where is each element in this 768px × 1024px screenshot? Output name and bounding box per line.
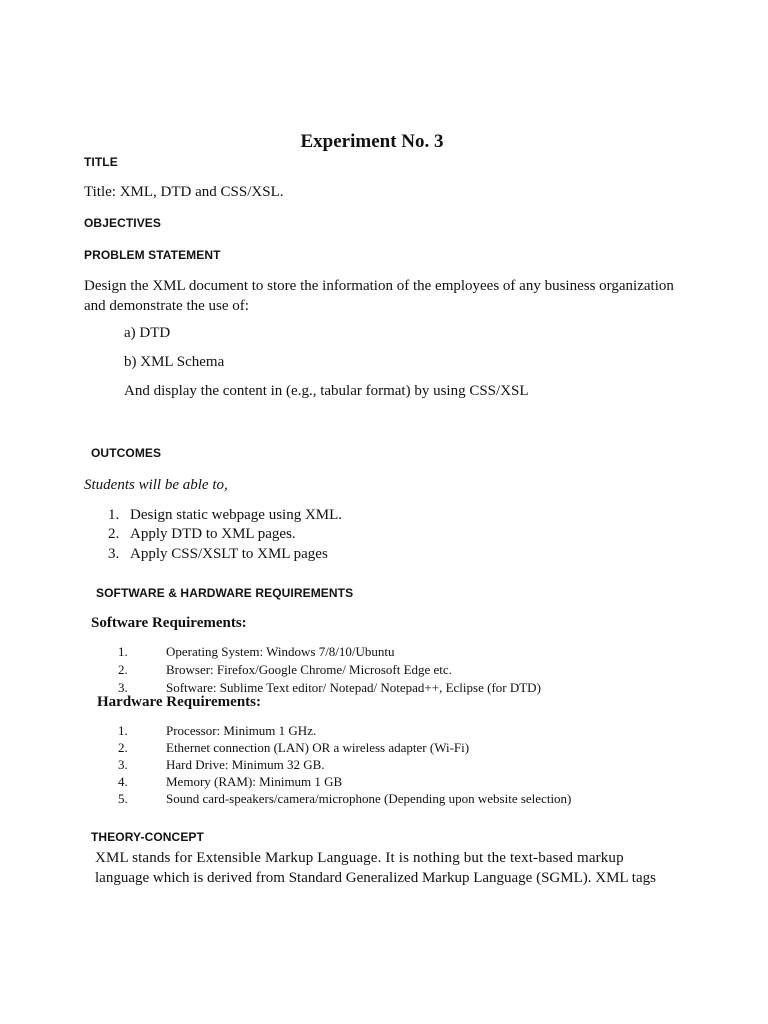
hardware-item xyxy=(118,723,316,739)
hardware-number: 4. xyxy=(118,774,128,789)
hardware-number: 2. xyxy=(118,740,128,755)
software-number: 1. xyxy=(118,644,128,659)
problem-item-xml-schema: b) XML Schema xyxy=(124,354,225,370)
outcome-item xyxy=(108,507,342,524)
software-number: 3. xyxy=(118,680,128,695)
hardware-item xyxy=(118,757,325,773)
problem-statement-text: Design the XML document to store the information of the employees of any business organization and demonstrate the use of: xyxy=(84,278,674,314)
outcome-number: 2. xyxy=(108,526,120,542)
hardware-number: 1. xyxy=(118,723,128,738)
hardware-item xyxy=(118,740,469,756)
software-text: Software: Sublime Text editor/ Notepad/ Notepad++, Eclipse (for DTD) xyxy=(166,680,541,695)
document-title: Experiment No. 3 xyxy=(300,131,444,152)
hardware-requirements-heading: Hardware Requirements: xyxy=(97,694,262,710)
outcomes-intro: Students will be able to, xyxy=(84,477,228,493)
outcome-text: Design static webpage using XML. xyxy=(130,507,343,523)
hardware-text: Hard Drive: Minimum 32 GB. xyxy=(166,757,325,772)
theory-text-line-1: XML stands for Extensible Markup Language. It is nothing but the text-based markup xyxy=(95,850,624,866)
problem-item-dtd: a) DTD xyxy=(124,325,171,341)
hardware-text: Processor: Minimum 1 GHz. xyxy=(166,723,317,738)
outcome-item xyxy=(108,526,296,543)
hardware-item xyxy=(118,774,342,790)
problem-display-text: And display the content in (e.g., tabular format) by using CSS/XSL xyxy=(124,383,529,399)
title-heading: TITLE xyxy=(84,155,118,169)
theory-concept-heading: THEORY-CONCEPT xyxy=(91,830,204,844)
hardware-number: 5. xyxy=(118,791,128,806)
hardware-text: Memory (RAM): Minimum 1 GB xyxy=(166,774,343,789)
hardware-number: 3. xyxy=(118,757,128,772)
objectives-heading: OBJECTIVES xyxy=(84,216,162,230)
outcome-text: Apply CSS/XSLT to XML pages xyxy=(130,546,328,562)
software-text: Operating System: Windows 7/8/10/Ubuntu xyxy=(166,644,395,659)
requirements-heading: SOFTWARE & HARDWARE REQUIREMENTS xyxy=(96,586,354,600)
hardware-text: Ethernet connection (LAN) OR a wireless adapter (Wi-Fi) xyxy=(166,740,470,755)
software-item xyxy=(118,662,452,678)
hardware-text: Sound card-speakers/camera/microphone (Depending upon website selection) xyxy=(166,791,572,806)
theory-text-line-2: language which is derived from Standard Generalized Markup Language (SGML). XML tags xyxy=(95,870,656,886)
outcome-item xyxy=(108,546,328,563)
outcome-text: Apply DTD to XML pages. xyxy=(130,526,296,542)
outcome-number: 1. xyxy=(108,507,120,523)
problem-statement-heading: PROBLEM STATEMENT xyxy=(84,248,221,262)
software-text: Browser: Firefox/Google Chrome/ Microsoft Edge etc. xyxy=(166,662,452,677)
hardware-item xyxy=(118,791,571,807)
title-text: Title: XML, DTD and CSS/XSL. xyxy=(84,184,284,200)
outcomes-heading: OUTCOMES xyxy=(91,446,162,460)
software-number: 2. xyxy=(118,662,128,677)
outcome-number: 3. xyxy=(108,546,120,562)
software-requirements-heading: Software Requirements: xyxy=(91,615,247,631)
software-item xyxy=(118,644,395,660)
